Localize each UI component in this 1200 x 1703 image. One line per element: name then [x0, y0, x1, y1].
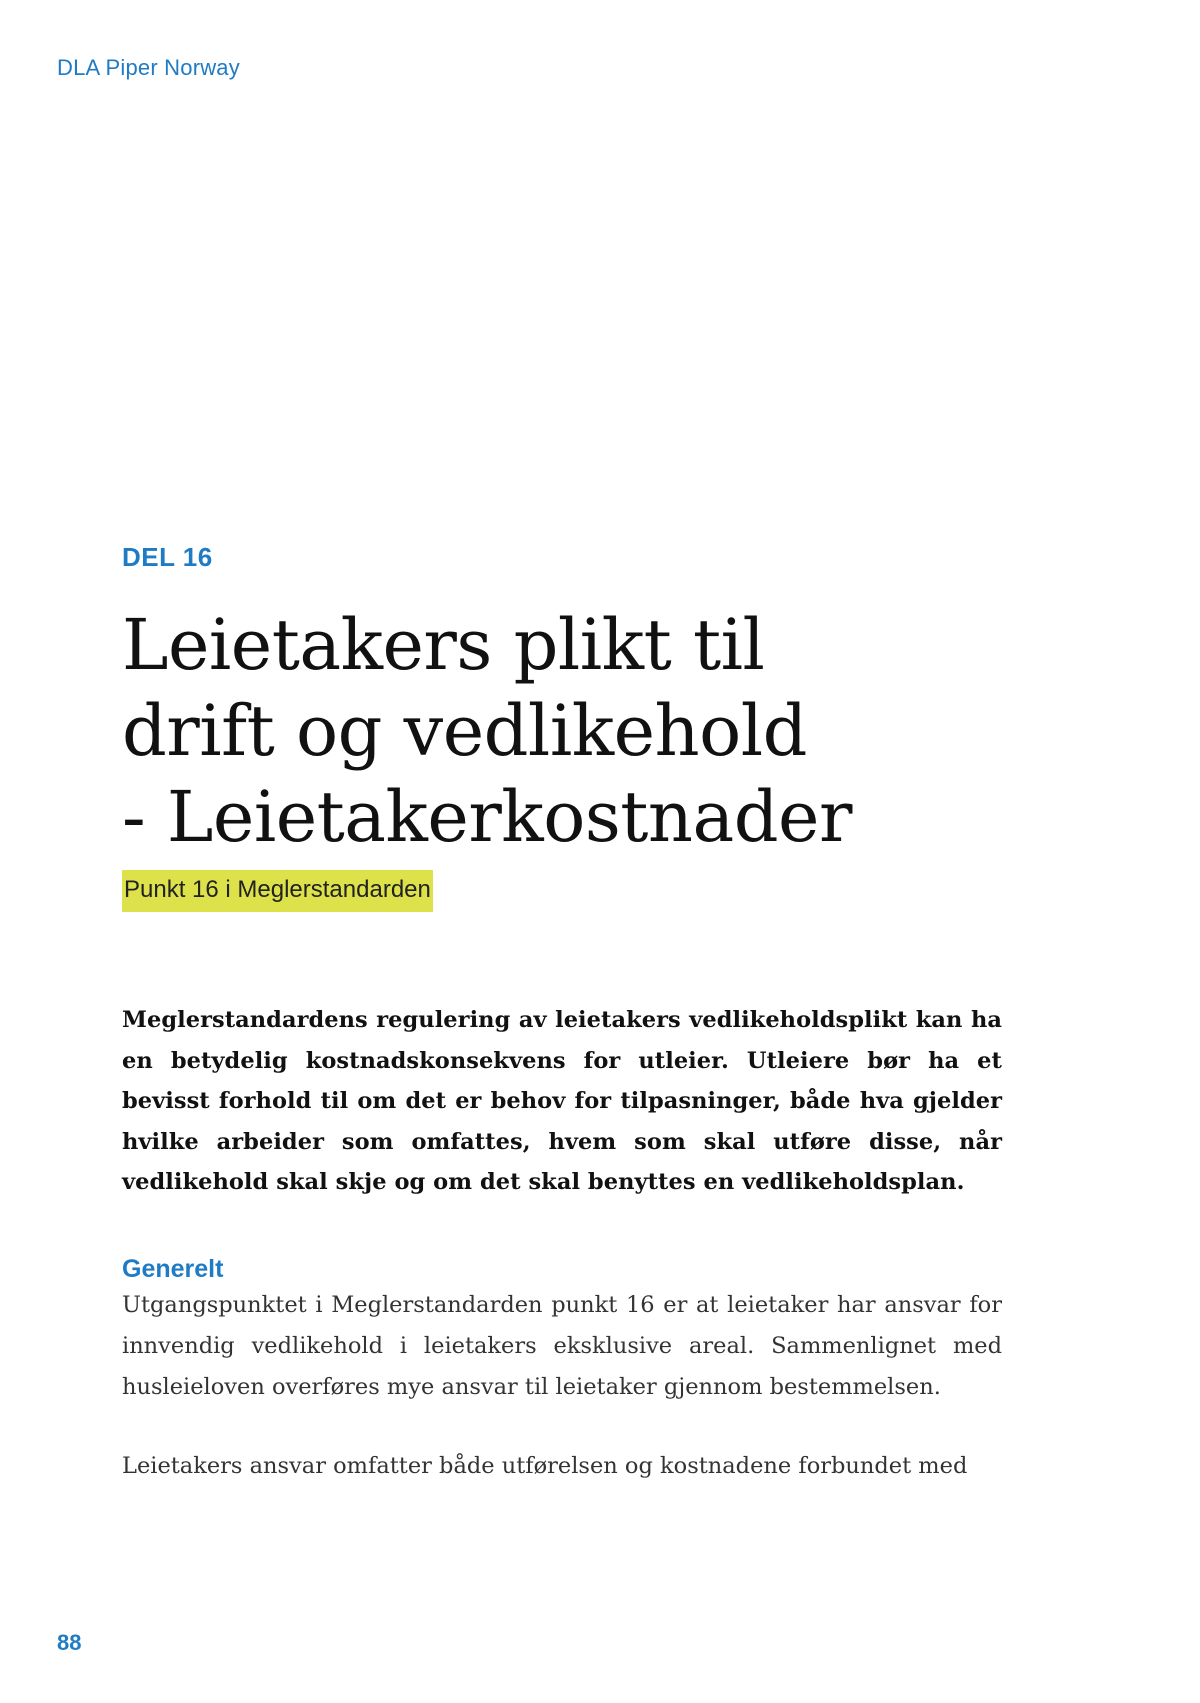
body-paragraph: Utgangspunktet i Meglerstandarden punkt 16 er at leietaker har ansvar for innvendig vedlikehold i leietakers eksklusive areal. Sammenlignet med husleieloven overføres mye ansvar til leietaker gjennom bestemmelsen. — [122, 1291, 1002, 1400]
page-number: 88 — [57, 1630, 82, 1655]
highlighted-subtitle: Punkt 16 i Meglerstandarden — [122, 870, 433, 912]
title-line: Leietakers plikt til — [122, 604, 765, 686]
brand-header: DLA Piper Norway — [57, 55, 240, 80]
body-paragraph: Leietakers ansvar omfatter både utførelsen og kostnadene forbundet med — [122, 1452, 968, 1479]
section-label: DEL 16 — [122, 542, 213, 572]
section-heading-generelt: Generelt — [122, 1254, 224, 1283]
intro-paragraph: Meglerstandardens regulering av leietakers vedlikeholdsplikt kan ha en betydelig kostnadskonsekvens for utleier. Utleiere bør ha et bevisst forhold til om det er behov for tilpasninger, både hva gjelder hvilke arbeider som omfattes, hvem som skal utføre disse, når vedlikehold skal skje og om det skal benyttes en vedlikeholdsplan. — [122, 1007, 1002, 1195]
title-line: drift og vedlikehold — [122, 690, 807, 772]
subtitle-wrapper — [122, 870, 1002, 912]
page-content — [122, 540, 1002, 1487]
page-title — [122, 602, 1002, 860]
title-line: - Leietakerkostnader — [122, 776, 852, 858]
